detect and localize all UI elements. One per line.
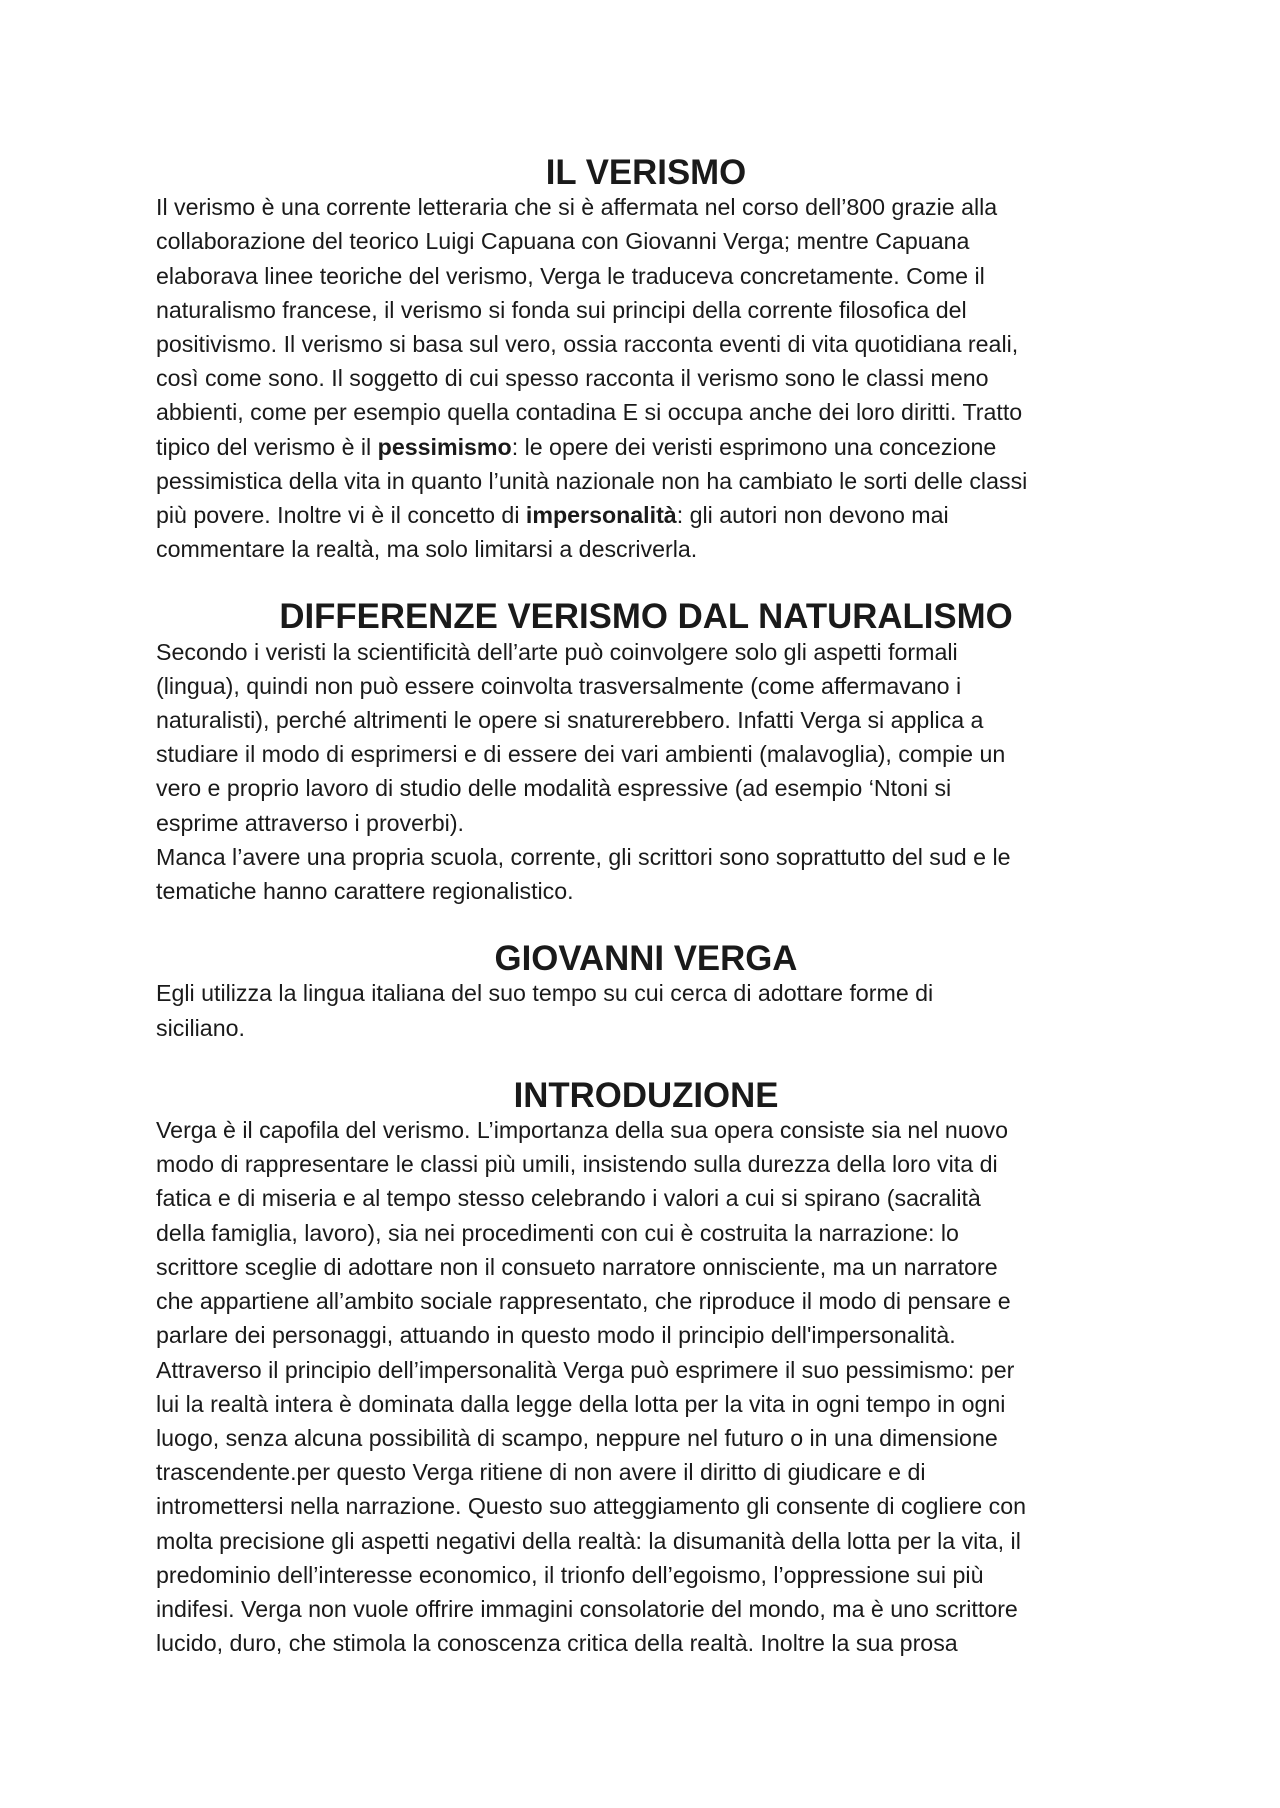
paragraph-differenze	[156, 635, 1136, 909]
section-gap	[156, 1045, 1136, 1079]
text-line: modo di rappresentare le classi più umili, insistendo sulla durezza della loro vita di	[156, 1151, 998, 1178]
text-line: Secondo i veristi la scientificità dell’arte può coinvolgere solo gli aspetti formali	[156, 638, 958, 665]
text-line: che appartiene all’ambito sociale rappresentato, che riproduce il modo di pensare e	[156, 1288, 1011, 1315]
text-line: siciliano.	[156, 1014, 245, 1041]
document-page	[156, 153, 1136, 1660]
text-line: commentare la realtà, ma solo limitarsi a descriverla.	[156, 536, 698, 563]
text-run: : le opere dei veristi esprimono una concezione	[511, 433, 997, 460]
text-line: così come sono. Il soggetto di cui spesso racconta il verismo sono le classi meno	[156, 365, 989, 392]
text-line: Il verismo è una corrente letteraria che si è affermata nel corso dell’800 grazie alla	[156, 194, 998, 221]
section-title-giovanni-verga: GIOVANNI VERGA	[494, 939, 798, 979]
text-line: fatica e di miseria e al tempo stesso celebrando i valori a cui si spirano (sacralità	[156, 1185, 981, 1212]
text-line: intromettersi nella narrazione. Questo suo atteggiamento gli consente di cogliere con	[156, 1493, 1027, 1520]
text-line: collaborazione del teorico Luigi Capuana con Giovanni Verga; mentre Capuana	[156, 228, 970, 255]
text-line: lui la realtà intera è dominata dalla legge della lotta per la vita in ogni tempo in ogni	[156, 1390, 1006, 1417]
text-line: (lingua), quindi non può essere coinvolta trasversalmente (come affermavano i	[156, 672, 962, 699]
text-line: studiare il modo di esprimersi e di essere dei vari ambienti (malavoglia), compie un	[156, 741, 1006, 768]
text-line: vero e proprio lavoro di studio delle modalità espressive (ad esempio ‘Ntoni si	[156, 775, 952, 802]
text-line: parlare dei personaggi, attuando in questo modo il principio dell'impersonalità.	[156, 1322, 956, 1349]
text-run: più povere. Inoltre vi è il concetto di	[156, 502, 526, 529]
text-line	[156, 498, 1136, 532]
text-line: predominio dell’interesse economico, il trionfo dell’egoismo, l’oppressione sui più	[156, 1561, 984, 1588]
section-title-introduzione: INTRODUZIONE	[513, 1075, 779, 1115]
text-run: : gli autori non devono mai	[676, 502, 949, 529]
text-line: Egli utilizza la lingua italiana del suo tempo su cui cerca di adottare forme di	[156, 980, 934, 1007]
text-line: trascendente.per questo Verga ritiene di non avere il diritto di giudicare e di	[156, 1459, 926, 1486]
text-line: naturalismo francese, il verismo si fonda sui principi della corrente filosofica del	[156, 296, 967, 323]
text-line: naturalisti), perché altrimenti le opere si snaturerebbero. Infatti Verga si applica a	[156, 707, 984, 734]
section-title-il-verismo: IL VERISMO	[545, 153, 747, 192]
text-line: luogo, senza alcuna possibilità di scampo, neppure nel futuro o in una dimensione	[156, 1424, 998, 1451]
text-line: lucido, duro, che stimola la conoscenza critica della realtà. Inoltre la sua prosa	[156, 1630, 958, 1657]
text-line: elaborava linee teoriche del verismo, Verga le traduceva concretamente. Come il	[156, 262, 985, 289]
paragraph-giovanni-verga	[156, 976, 1136, 1044]
text-line: esprime attraverso i proverbi).	[156, 809, 464, 836]
text-line: scrittore sceglie di adottare non il consueto narratore onnisciente, ma un narratore	[156, 1253, 998, 1280]
section-gap	[156, 908, 1136, 942]
text-line: positivismo. Il verismo si basa sul vero, ossia racconta eventi di vita quotidiana reali,	[156, 331, 1019, 358]
text-line: della famiglia, lavoro), sia nei procedimenti con cui è costruita la narrazione: lo	[156, 1219, 959, 1246]
section-title-differenze: DIFFERENZE VERISMO DAL NATURALISMO	[279, 597, 1013, 637]
text-line: abbienti, come per esempio quella contadina E si occupa anche dei loro diritti. Tratto	[156, 399, 1023, 426]
bold-term-impersonalita: impersonalità	[525, 502, 677, 529]
text-line: indifesi. Verga non vuole offrire immagini consolatorie del mondo, ma è uno scrittore	[156, 1595, 1018, 1622]
text-line: pessimistica della vita in quanto l’unità nazionale non ha cambiato le sorti delle classi	[156, 467, 1028, 494]
bold-term-pessimismo: pessimismo	[377, 433, 512, 460]
text-line: molta precisione gli aspetti negativi della realtà: la disumanità della lotta per la vita, il	[156, 1527, 1021, 1554]
paragraph-il-verismo	[156, 190, 1136, 566]
section-gap	[156, 566, 1136, 600]
text-line: Attraverso il principio dell’impersonalità Verga può esprimere il suo pessimismo: per	[156, 1356, 1015, 1383]
text-line: tematiche hanno carattere regionalistico.	[156, 878, 574, 905]
text-line: Manca l’avere una propria scuola, corrente, gli scrittori sono soprattutto del sud e le	[156, 843, 1011, 870]
text-line	[156, 430, 1136, 464]
paragraph-introduzione	[156, 1113, 1136, 1660]
text-run: tipico del verismo è il	[156, 433, 378, 460]
text-line: Verga è il capofila del verismo. L’importanza della sua opera consiste sia nel nuovo	[156, 1117, 1008, 1144]
